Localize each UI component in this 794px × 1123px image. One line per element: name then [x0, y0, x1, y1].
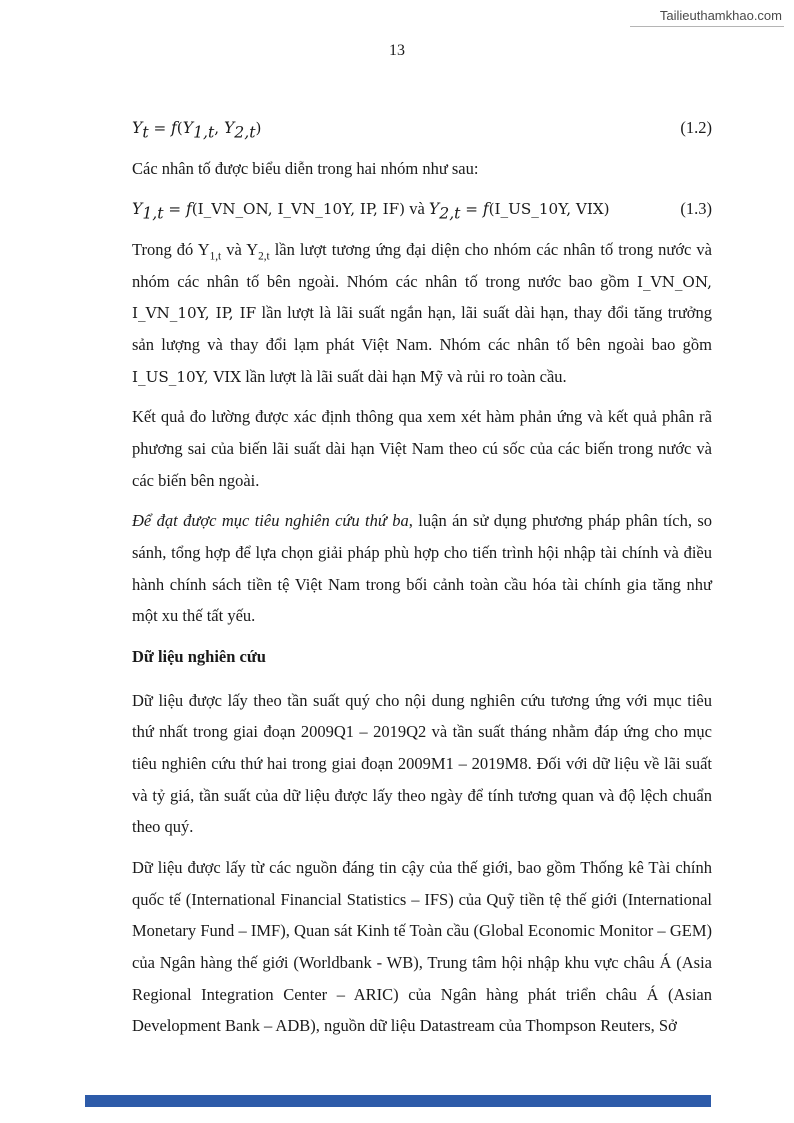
footer-highlight-bar: [85, 1095, 711, 1107]
page-number: 13: [389, 42, 405, 59]
equation-1-3: [132, 193, 712, 225]
paragraph-objective-three: Để đạt được mục tiêu nghiên cứu thứ ba, luận án sử dụng phương pháp phân tích, so sánh, tổng hợp để lựa chọn giải pháp phù hợp cho tiến trình hội nhập tài chính và điều hành chính sách tiền tệ Việt Nam trong bối cảnh toàn cầu hóa tài chính gia tăng như một xu thế tất yếu.: [132, 511, 713, 626]
section-heading-research-data: Dữ liệu nghiên cứu: [132, 647, 266, 667]
watermark-text: Tailieuthamkhao.com: [630, 8, 784, 27]
equation-1-2-body: $Y_t = f(Y_{1,t}$, $Y_{2,t}$): [132, 118, 262, 142]
paragraph-data-frequency: Dữ liệu được lấy theo tần suất quý cho nội dung nghiên cứu tương ứng với mục tiêu thứ nhất trong giai đoạn 2009Q1 – 2019Q2 và tần suất tháng nhằm đáp ứng cho mục tiêu nghiên cứu thứ hai trong giai đoạn 2009M1 – 2019M8. Đối với dữ liệu về lãi suất và tỷ giá, tần suất của dữ liệu được lấy theo ngày để tính tương quan và độ lệch chuẩn theo quý.: [132, 690, 712, 837]
paragraph-data-sources: Dữ liệu được lấy từ các nguồn đáng tin cậy của thế giới, bao gồm Thống kê Tài chính quốc tế (International Financial Statistics – IFS) của Quỹ tiền tệ thế giới (International Monetary Fund – IMF), Quan sát Kinh tế Toàn cầu (Global Economic Monitor – GEM) của Ngân hàng thế giới (Worldbank - WB), Trung tâm hội nhập khu vực châu Á (Asia Regional Integration Center – ARIC) của Ngân hàng phát triển châu Á (Asian Development Bank – ADB), nguồn dữ liệu Datastream của Thompson Reuters, Sở: [132, 858, 712, 1036]
paragraph-lead-in: Các nhân tố được biểu diễn trong hai nhóm như sau:: [132, 158, 479, 178]
page-content: [132, 112, 712, 1042]
equation-1-3-body: $Y_{1,t}$ = f(I_VN_ON, I_VN_10Y, IP, IF) và $Y_{2,t}$ = f(I_US_10Y, VIX): [132, 199, 610, 223]
equation-1-2: [132, 112, 712, 144]
equation-1-3-number: (1.3): [680, 199, 712, 219]
paragraph-measurement-result: Kết quả đo lường được xác định thông qua xem xét hàm phản ứng và kết quả phân rã phương sai của biến lãi suất dài hạn Việt Nam theo cú sốc của các biến trong nước và các biến bên ngoài.: [132, 407, 712, 490]
equation-1-2-number: (1.2): [680, 118, 712, 137]
paragraph-factor-groups: Trong đó $Y_{1,t}$ và $Y_{2,t}$ lần lượt tương ứng đại diện cho nhóm các nhân tố trong nước và nhóm các nhân tố bên ngoài. Nhóm các nhân tố trong nước bao gồm I_VN_ON, I_VN_10Y, IP, IF lần lượt là lãi suất ngắn hạn, lãi suất dài hạn, thay đổi tăng trưởng sản lượng và thay đổi lạm phát Việt Nam. Nhóm các nhân tố bên ngoài bao gồm I_US_10Y, VIX lần lượt là lãi suất dài hạn Mỹ và rủi ro toàn cầu.: [132, 240, 712, 386]
